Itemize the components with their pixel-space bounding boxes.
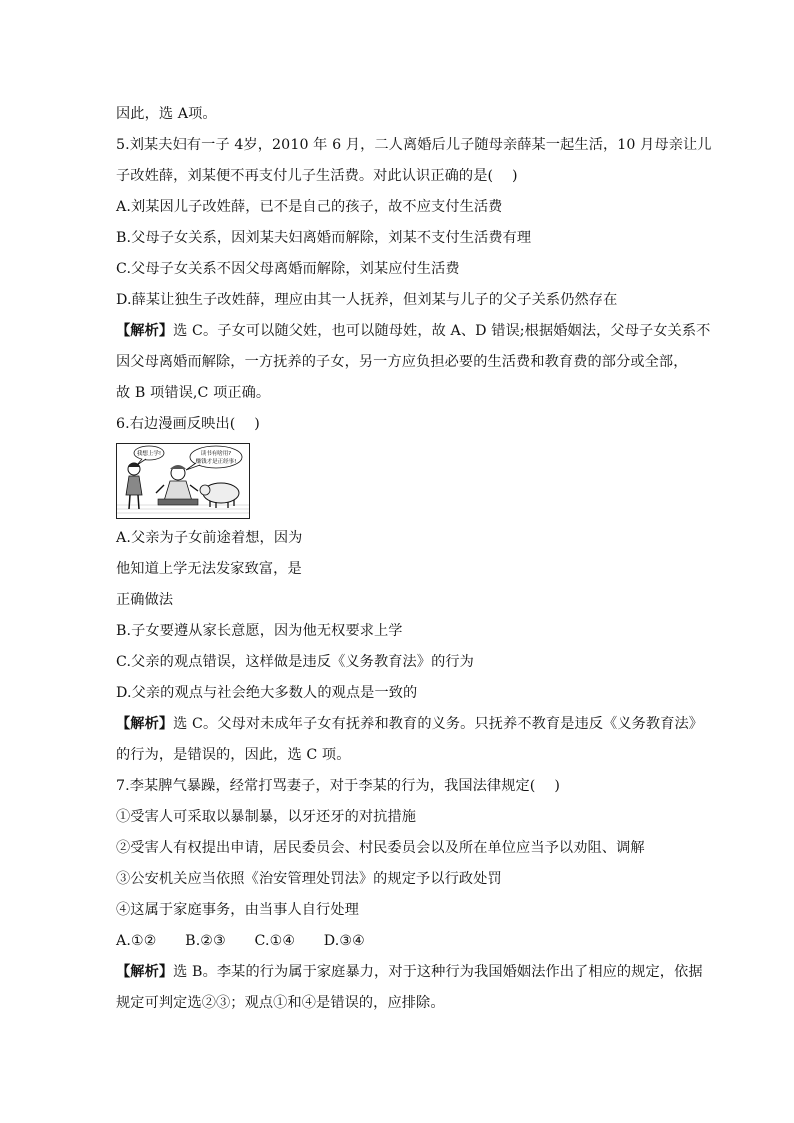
q5-analysis-line-3: 故 B 项错误,C 项正确。 [116, 385, 271, 401]
cartoon-image [116, 443, 250, 519]
q6-stem: 6.右边漫画反映出( ) [116, 416, 260, 432]
q5-option-b: B.父母子女关系，因刘某夫妇离婚而解除，刘某不支付生活费有理 [116, 230, 532, 246]
q7-stem: 7.李某脾气暴躁，经常打骂妻子，对于李某的行为，我国法律规定( ) [116, 778, 560, 794]
father-bubble-text-1: 读书有啥用? [200, 451, 232, 457]
q6-option-d: D.父亲的观点与社会绝大多数人的观点是一致的 [116, 685, 418, 701]
q7-options: A.①② B.②③ C.①④ D.③④ [116, 933, 366, 949]
q5-analysis-line-2: 因父母离婚而解除，一方抚养的子女，另一方应负担必要的生活费和教育费的部分或全部， [116, 354, 688, 370]
child-bubble-text: 我想上学! [136, 451, 162, 457]
q6-option-b: B.子女要遵从家长意愿，因为他无权要求上学 [116, 623, 403, 639]
q5-analysis-line-1: 【解析】选 C。子女可以随父姓，也可以随母姓，故 A、D 错误;根据婚姻法，父母子女关系不 [116, 323, 711, 339]
q6-option-a-line-2: 他知道上学无法发家致富，是 [116, 561, 302, 577]
q7-statement-3: ③公安机关应当依照《治安管理处罚法》的规定予以行政处罚 [116, 871, 502, 887]
q5-option-c: C.父母子女关系不因父母离婚而解除，刘某应付生活费 [116, 261, 460, 277]
q7-statement-1: ①受害人可采取以暴制暴，以牙还牙的对抗措施 [116, 809, 417, 825]
q6-analysis-line-1: 【解析】选 C。父母对未成年子女有抚养和教育的义务。只抚养不教育是违反《义务教育法》 [116, 716, 704, 732]
q6-analysis-line-2: 的行为，是错误的，因此，选 C 项。 [116, 747, 351, 763]
q5-stem-line-1: 5.刘某夫妇有一子 4岁，2010 年 6 月，二人离婚后儿子随母亲薛某一起生活，10 月母亲让儿 [116, 137, 712, 153]
q5-option-a: A.刘某因儿子改姓薛，已不是自己的孩子，故不应支付生活费 [116, 199, 503, 215]
q7-analysis-line-2: 规定可判定选②③；观点①和④是错误的，应排除。 [116, 995, 445, 1011]
q5-option-d: D.薛某让独生子改姓薛，理应由其一人抚养，但刘某与儿子的父子关系仍然存在 [116, 292, 618, 308]
q7-statement-2: ②受害人有权提出申请，居民委员会、村民委员会以及所在单位应当予以劝阻、调解 [116, 840, 645, 856]
q7-statement-4: ④这属于家庭事务，由当事人自行处理 [116, 902, 359, 918]
father-bubble-text-2: 赚钱才是正经事! [195, 459, 237, 465]
q6-option-c: C.父亲的观点错误，这样做是违反《义务教育法》的行为 [116, 654, 474, 670]
q7-analysis-line-1: 【解析】选 B。李某的行为属于家庭暴力，对于这种行为我国婚姻法作出了相应的规定，依据 [116, 964, 703, 980]
q5-stem-line-2: 子改姓薛，刘某便不再支付儿子生活费。对此认识正确的是( ) [116, 168, 518, 184]
q6-option-a-line-3: 正确做法 [116, 592, 174, 608]
q4-answer-tail: 因此，选 A项。 [116, 106, 217, 122]
q6-option-a-line-1: A.父亲为子女前途着想，因为 [116, 530, 303, 546]
